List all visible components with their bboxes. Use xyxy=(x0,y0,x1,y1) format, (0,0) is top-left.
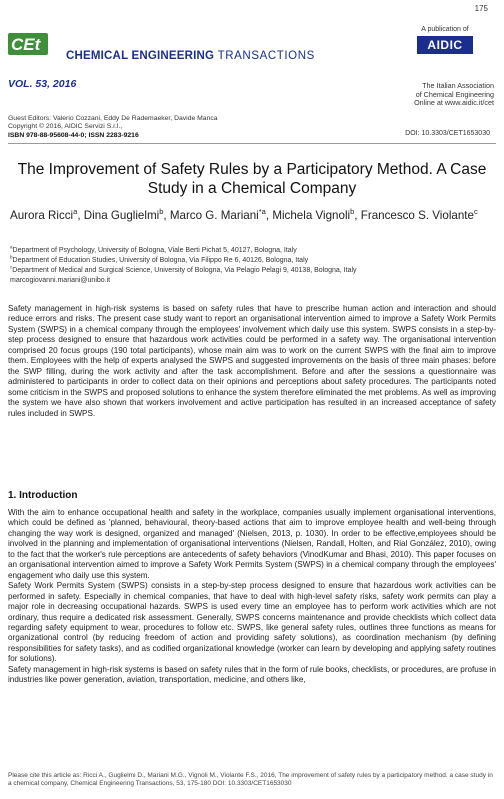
aidic-logo: AIDIC xyxy=(417,36,473,54)
volume: VOL. 53, 2016 xyxy=(8,78,77,90)
abstract xyxy=(8,304,496,419)
copyright: Copyright © 2016, AIDIC Servizi S.r.l., xyxy=(8,123,123,131)
author-sup: a xyxy=(73,207,78,217)
citation-footer: Please cite this article as: Ricci A., Guglielmi D., Mariani M.G., Vignoli M., Violante F.S., 2016, The improvement of safety rules by a participatory method. a case study in a chemical company, Chemical Engineering Transactions, 53, 175-180 DOI: 10.3303/CET1653030 xyxy=(8,772,493,788)
affiliation-sup: c xyxy=(10,264,13,270)
author-name: Dina Guglielmi xyxy=(83,209,160,222)
association-line: Online at www.aidic.it/cet xyxy=(414,98,494,108)
publisher-box xyxy=(400,26,490,54)
corresponding-email[interactable]: marcogiovanni.mariani@unibo.it xyxy=(10,277,111,284)
journal-name-bold: CHEMICAL ENGINEERING xyxy=(66,50,215,62)
intro-paragraph: Safety Work Permits System (SWPS) consists in a step-by-step process designed to ensure that hazardous work activities can be performed in safety. Especially in chemical companies, that have to deal with high-level safety risks, safety work permits can play a major role in decreasing occupational hazards. SWPS is used every time an employee has to perform work activities which are not ordinary, thus require a dedicated risk assessment. Generally, SWPS concerns maintenance and provide checklists which collect data regarding safety equipment to wear, procedures to follow etc. SWPS, like general safety rules, outlines three functions as means for organizational control (by reducing freedom of action and providing safety solutions), as coordination mechanism (by defining responsibilities for safety tasks), and as codified organizational knowledge (worker can learn by developing and applying safety routines for solutions). xyxy=(8,581,496,664)
affiliation xyxy=(10,246,498,256)
isbn-issn: ISBN 978-88-95608-44-0; ISSN 2283-9216 xyxy=(8,131,139,139)
page-number: 175 xyxy=(474,4,488,13)
association-line: of Chemical Engineering xyxy=(415,89,494,99)
paper-title: The Improvement of Safety Rules by a Participatory Method. A Case Study in a Chemical Company xyxy=(17,161,487,197)
affiliation-text: Department of Education Studies, University of Bologna, Via Filippo Re 6, 40126, Bologna, Italy xyxy=(12,257,309,264)
author-name: Marco G. Mariani xyxy=(169,209,259,222)
author-sup: *a xyxy=(258,207,266,217)
intro-paragraph: Safety management in high-risk systems is based on safety rules that in the form of rule books, checklists, or procedures, are profuse in industries like power generation, aviation, transportation, medicine, and others like, xyxy=(8,664,496,685)
journal-logo xyxy=(8,30,62,58)
section-title: 1. Introduction xyxy=(8,490,78,501)
association-line: The Italian Association xyxy=(422,81,494,90)
journal-name xyxy=(66,50,315,62)
doi: DOI: 10.3303/CET1653030 xyxy=(405,130,490,137)
author-sup: b xyxy=(350,207,355,217)
author-sup: c xyxy=(473,207,478,217)
intro-paragraph: With the aim to enhance occupational health and safety in the workplace, companies usually implement organisational interventions, which could be defined as 'planned, behavioural, theory-based actions that aim to improve employee health and well-being through changing the way work is designed, organized and managed' (Nielsen, 2013, p. 1030). In order to be effective,employees should be involved in the planning and implementation of organisational interventions (Nielsen, Randall, Holten, and Rial González, 2010), owing to the fact that the worker's rule perceptions are antecedents of safety behaviors (VinodKumar and Bhasi, 2010). This paper focuses on an organisational intervention aimed to improve a Safety Work Permits System (SWPS) in a chemical company through the employees' engagement who daily use this system. xyxy=(8,508,496,580)
author-name: Francesco S. Violante xyxy=(360,209,474,222)
author-name: Aurora Ricci xyxy=(10,209,74,222)
abstract-text: Safety management in high-risk systems is based on safety rules that have to prescribe human action and interaction and should reduce errors and risks. The present case study want to report an organisational intervention aimed to improve a Safety Work Permits System (SWPS) in a chemical company through the employees' involvement which daily use this system. SWPS consists in a step-by-step process designed to ensure that hazardous work activities could be performed in a safety way. The organisational intervention comprised 20 focus groups (190 total participants), whose main aim was to work on the current SWPS with the final aim to improve them. Employees with the help of experts analysed the SWPS and suggested improvements on the basis of three main phases: before the SWP filling, during the work activity and after the task accomplishment. Before and after the sessions a questionnaire was administered to participants in order to collect data on their opinions and perceptions about safety procedures. The participants noted some criticism in the SWPS and proposed solutions to enhance the system therefore eliminated the met problems. As well as improving the system we have also shown that workers involvement and active participation has resulted in an increased acceptance of safety rules included in SWPS. xyxy=(8,304,496,418)
header-divider xyxy=(8,143,496,144)
affiliation-text: Department of Psychology, University of Bologna, Viale Berti Pichat 5, 40127, Bologna, Italy xyxy=(12,247,297,254)
association-info xyxy=(394,82,494,108)
affiliation xyxy=(10,266,498,276)
author-list: Aurora Ricci$^a$, Dina Guglielmi$^b$, Marco G. Mariani$^{*a}$, Michela Vignoli$^b$, Francesco S. Violante$^c$ xyxy=(10,207,478,222)
affiliation-text: Department of Medical and Surgical Science, University of Bologna, Via Pelagio Pelagi 9, 40138, Bologna, Italy xyxy=(12,267,357,274)
affiliation xyxy=(10,256,498,266)
affiliation-sup: b xyxy=(10,254,13,260)
guest-editors: Guest Editors: Valerio Cozzani, Eddy De Rademaeker, Davide Manca xyxy=(8,115,218,122)
affiliations xyxy=(10,246,498,286)
logo-text: CEt xyxy=(11,35,41,54)
editorial-info xyxy=(8,115,308,140)
affiliation-sup: a xyxy=(10,244,13,250)
author-sup: b xyxy=(159,207,164,217)
publication-of-label: A publication of xyxy=(421,26,469,33)
journal-name-thin: TRANSACTIONS xyxy=(217,50,315,62)
introduction xyxy=(8,508,496,686)
author-name: Michela Vignoli xyxy=(272,209,351,222)
